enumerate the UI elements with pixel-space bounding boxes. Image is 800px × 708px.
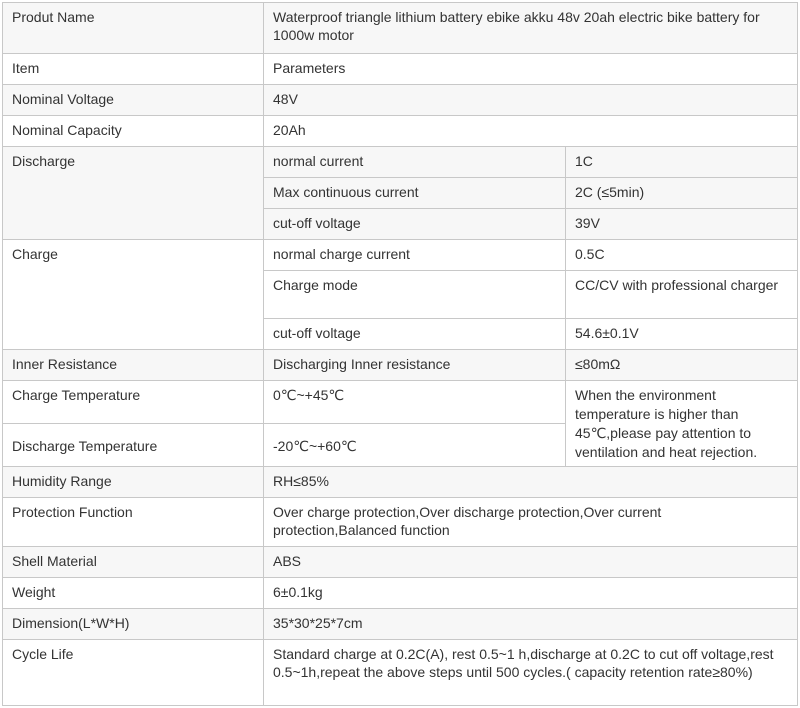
- value-item: Parameters: [264, 54, 798, 85]
- label-dimension: Dimension(L*W*H): [3, 609, 264, 640]
- label-item: Item: [3, 54, 264, 85]
- row-discharge: [3, 147, 798, 178]
- charge-value: CC/CV with professional charger: [566, 271, 798, 319]
- label-product-name: Produt Name: [3, 3, 264, 54]
- label-cycle-life: Cycle Life: [3, 640, 264, 706]
- value-protection-function: Over charge protection,Over discharge protection,Over current protection,Balanced function: [264, 498, 798, 547]
- label-nominal-voltage: Nominal Voltage: [3, 85, 264, 116]
- value-humidity-range: RH≤85%: [264, 467, 798, 498]
- label-shell-material: Shell Material: [3, 547, 264, 578]
- row-inner-resistance: [3, 350, 798, 381]
- row-item: [3, 54, 798, 85]
- row-cycle-life: [3, 640, 798, 706]
- row-nominal-capacity: [3, 116, 798, 147]
- discharge-value: 2C (≤5min): [566, 178, 798, 209]
- value-inner-resistance: ≤80mΩ: [566, 350, 798, 381]
- temperature-note: When the environment temperature is higher than 45℃,please pay attention to ventilation and heat rejection.: [566, 381, 798, 467]
- discharge-value: 1C: [566, 147, 798, 178]
- label-nominal-capacity: Nominal Capacity: [3, 116, 264, 147]
- label-discharge: Discharge: [3, 147, 264, 240]
- charge-param: Charge mode: [264, 271, 566, 319]
- value-nominal-capacity: 20Ah: [264, 116, 798, 147]
- row-dimension: [3, 609, 798, 640]
- row-shell-material: [3, 547, 798, 578]
- row-humidity-range: [3, 467, 798, 498]
- row-nominal-voltage: [3, 85, 798, 116]
- discharge-param: cut-off voltage: [264, 209, 566, 240]
- label-protection-function: Protection Function: [3, 498, 264, 547]
- charge-param: cut-off voltage: [264, 319, 566, 350]
- charge-value: 0.5C: [566, 240, 798, 271]
- value-discharge-temperature: -20℃~+60℃: [264, 424, 566, 467]
- row-charge: [3, 240, 798, 271]
- row-weight: [3, 578, 798, 609]
- label-weight: Weight: [3, 578, 264, 609]
- row-charge-temperature: [3, 381, 798, 424]
- row-protection-function: [3, 498, 798, 547]
- value-shell-material: ABS: [264, 547, 798, 578]
- discharge-param: normal current: [264, 147, 566, 178]
- param-inner-resistance: Discharging Inner resistance: [264, 350, 566, 381]
- charge-value: 54.6±0.1V: [566, 319, 798, 350]
- value-cycle-life: Standard charge at 0.2C(A), rest 0.5~1 h,discharge at 0.2C to cut off voltage,rest 0.5~1h,repeat the above steps until 500 cycles.( capacity retention rate≥80%): [264, 640, 798, 706]
- value-dimension: 35*30*25*7cm: [264, 609, 798, 640]
- label-discharge-temperature: Discharge Temperature: [3, 424, 264, 467]
- row-product-name: [3, 3, 798, 54]
- value-weight: 6±0.1kg: [264, 578, 798, 609]
- charge-param: normal charge current: [264, 240, 566, 271]
- value-charge-temperature: 0℃~+45℃: [264, 381, 566, 424]
- spec-table: [2, 2, 798, 706]
- label-charge-temperature: Charge Temperature: [3, 381, 264, 424]
- label-charge: Charge: [3, 240, 264, 350]
- value-nominal-voltage: 48V: [264, 85, 798, 116]
- label-inner-resistance: Inner Resistance: [3, 350, 264, 381]
- value-product-name: Waterproof triangle lithium battery ebike akku 48v 20ah electric bike battery for 1000w motor: [264, 3, 798, 54]
- discharge-value: 39V: [566, 209, 798, 240]
- label-humidity-range: Humidity Range: [3, 467, 264, 498]
- discharge-param: Max continuous current: [264, 178, 566, 209]
